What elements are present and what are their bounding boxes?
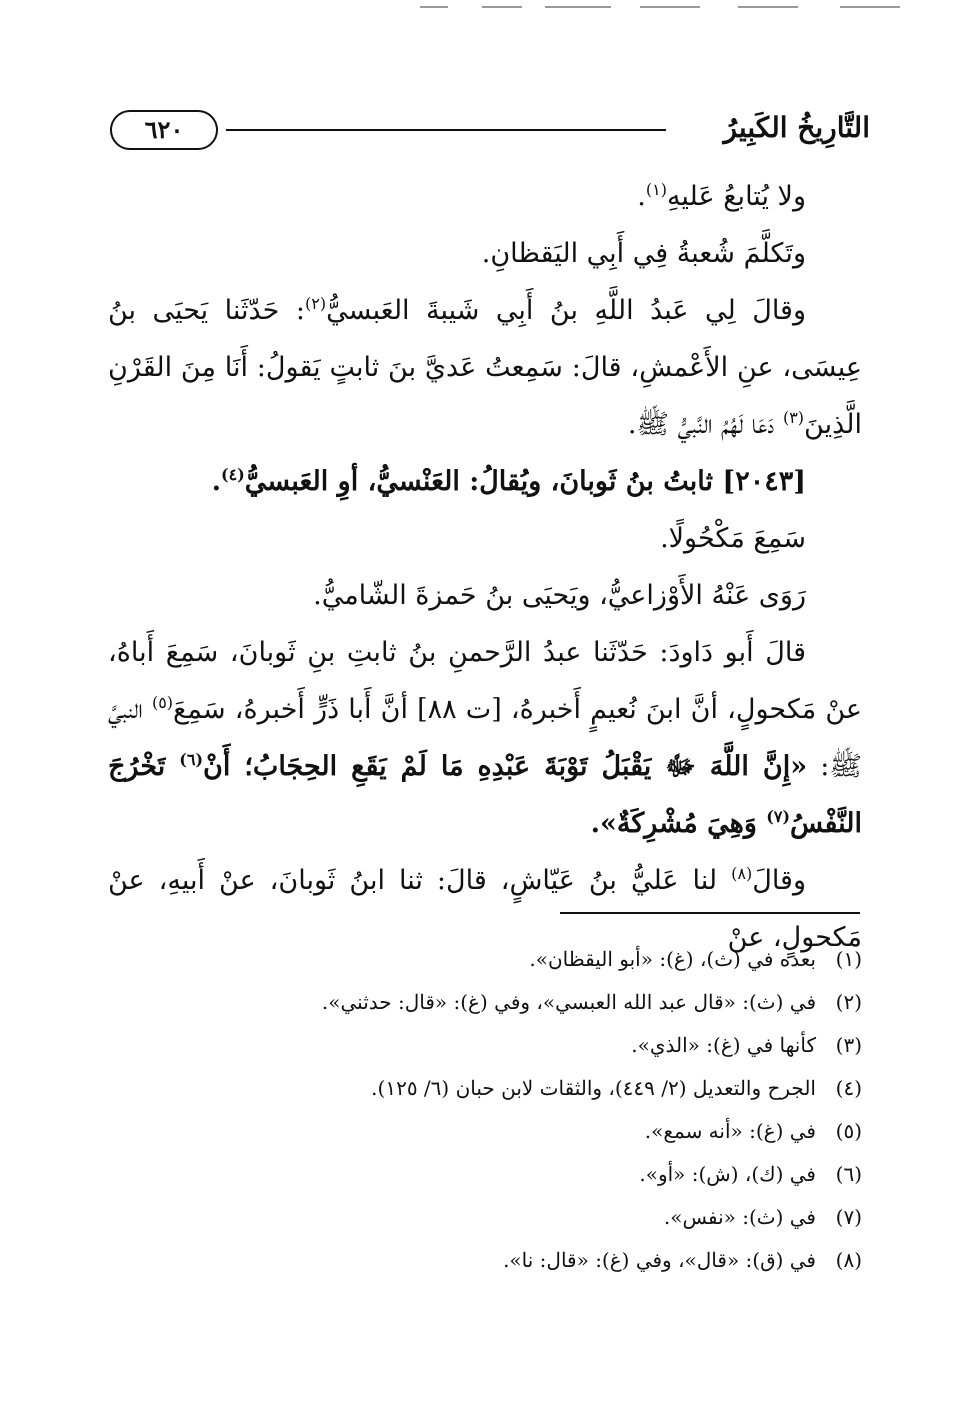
footnote: (٥) في (غ): «أنه سمع». bbox=[644, 1119, 862, 1143]
paragraph: ولا يُتابعُ عَليهِ$^{(١)}$. bbox=[637, 180, 806, 212]
footnote: (٣) كأنها في (غ): «الذي». bbox=[631, 1033, 862, 1057]
footnote-ref: (٦) bbox=[179, 750, 204, 769]
footnote: (٧) في (ث): «نفس». bbox=[663, 1205, 862, 1229]
paragraph: وتَكلَّمَ شُعبةُ فِي أَبِي اليَقظانِ. bbox=[481, 238, 806, 269]
paragraph: سَمِعَ مَكْحُولًا. bbox=[660, 523, 806, 554]
footnote-ref: (٨) bbox=[731, 864, 753, 883]
footnote: (٤) الجرح والتعديل (٢/ ٤٤٩)، والثقات لابن حبان (٦/ ١٢٥). bbox=[371, 1076, 862, 1100]
paragraph: وقالَ لِي عَبدُ اللَّهِ بنُ أَبِي شَيبةَ العَبسيُّ$^{(٢)}$: حَدّثَنا يَحيَى بنُ عِيسَى، عنِ الأَعْمشِ، قالَ: سَمِعتُ عَديَّ بنَ ثابتٍ يَقولُ: أَنَا مِنَ القَرْنِ الَّذِينَ$^{(٣)}$ دَعَا لَهُمُ النَّبيُّ ﷺ. bbox=[108, 294, 862, 440]
footnote: (٨) في (ق): «قال»، وفي (غ): «قال: نا». bbox=[503, 1248, 862, 1272]
footnote-ref: (١) bbox=[645, 180, 667, 199]
footnote-ref: (٤) bbox=[221, 465, 245, 484]
footnote-ref: (٣) bbox=[782, 408, 805, 427]
footnote: (١) بعده في (ث)، (غ): «أبو اليقظان». bbox=[529, 947, 862, 971]
running-title: التَّارِيخُ الكَبِيرُ bbox=[723, 111, 870, 144]
entry-heading: [٢٠٤٣] ثابتُ بنُ ثَوبانَ، ويُقالُ: العَنْسيُّ، أوِ العَبسيُّ$^{(٤)}$. bbox=[211, 465, 806, 497]
footnote-ref: (٧) bbox=[766, 807, 791, 826]
footnote-separator bbox=[560, 912, 860, 914]
paragraph: وقالَ$^{(٨)}$ لنا عَليُّ بنُ عَيّاشٍ، قالَ: ثنا ابنُ ثَوبانَ، عنْ أَبيهِ، عنْ مَكحولٍ، عنْ bbox=[108, 864, 862, 953]
page-number: ٦٢٠ bbox=[110, 110, 218, 150]
footnote: (٢) في (ث): «قال عبد الله العبسي»، وفي (غ): «قال: حدثني». bbox=[321, 990, 862, 1014]
hadith-text: «إِنَّ اللَّهَ ﷻ يَقْبَلُ تَوْبَةَ عَبْدِهِ مَا لَمْ يَقَعِ الحِجَابُ؛ أَنْ$^{(٦)}$ تَخْرُجَ النَّفْسُ$^{(٧)}$ وَهِيَ مُشْرِكَةٌ». bbox=[108, 750, 862, 839]
main-text bbox=[108, 168, 862, 966]
page-header bbox=[110, 108, 870, 152]
footnote-ref: (٥) bbox=[151, 693, 174, 712]
footnote: (٦) في (ك)، (ش): «أو». bbox=[639, 1162, 862, 1186]
footnote-ref: (٢) bbox=[304, 294, 327, 313]
header-rule bbox=[226, 129, 666, 131]
footnotes bbox=[108, 938, 862, 1282]
paragraph: رَوَى عَنْهُ الأَوْزاعيُّ، ويَحيَى بنُ حَمزةَ الشّاميُّ. bbox=[313, 580, 806, 611]
scan-top-marks bbox=[0, 6, 980, 12]
paragraph: قالَ أَبو دَاودَ: حَدّثَنا عبدُ الرَّحمنِ بنُ ثابتِ بنِ ثَوبانَ، سَمِعَ أَباهُ، عنْ مَكحولٍ، أنَّ ابنَ نُعيمٍ أَخبرهُ، [ت ٨٨] أنَّ أَبا ذَرٍّ أَخبرهُ، سَمِعَ$^{(٥)}$ النبيَّ ﷺ: «إِنَّ اللَّهَ ﷻ يَقْبَلُ تَوْبَةَ عَبْدِهِ مَا لَمْ يَقَعِ الحِجَابُ؛ أَنْ$^{(٦)}$ تَخْرُجَ النَّفْسُ$^{(٧)}$ وَهِيَ مُشْرِكَةٌ». bbox=[108, 637, 863, 839]
